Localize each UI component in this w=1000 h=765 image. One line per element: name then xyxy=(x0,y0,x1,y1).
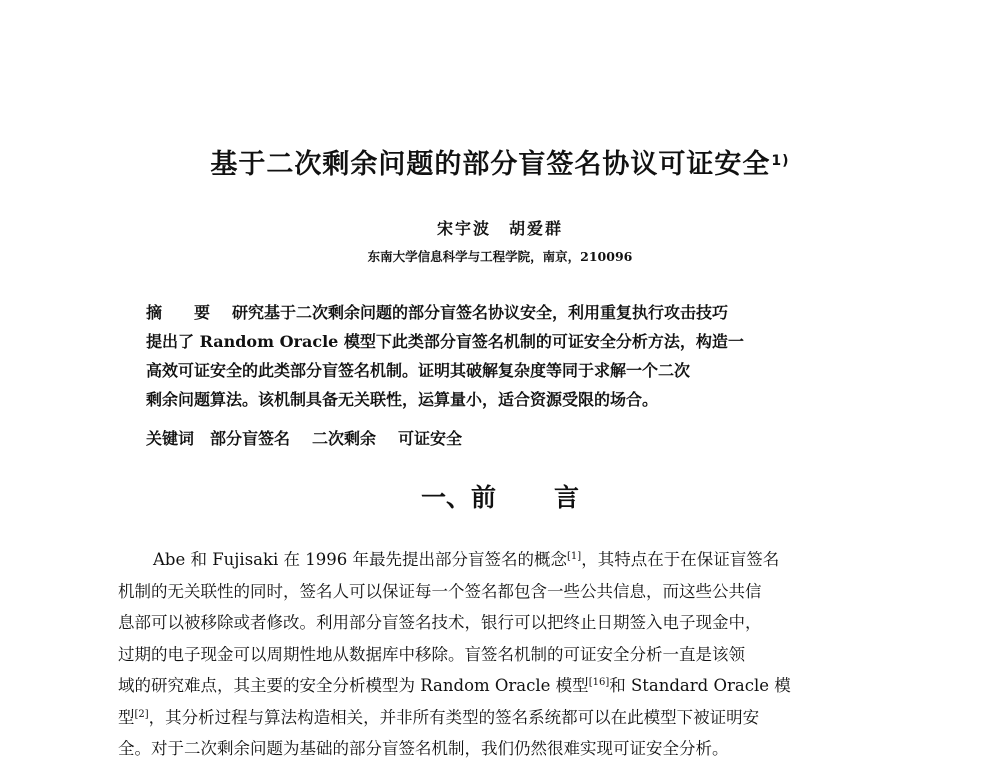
section-heading xyxy=(0,480,1000,516)
abstract-text: 研究基于二次剩余问题的部分盲签名协议安全，利用重复执行攻击技巧 xyxy=(232,303,729,322)
author-list xyxy=(0,218,1000,240)
author-name: 胡爱群 xyxy=(509,219,564,238)
title-footnote-mark: 1) xyxy=(771,153,790,169)
body-text: 和 Standard Oracle 模 xyxy=(609,676,791,695)
abstract-line: 剩余问题算法。该机制具备无关联性，运算量小，适合资源受限的场合。 xyxy=(146,390,659,409)
body-text: ，其分析过程与算法构造相关，并非所有类型的签名系统都可以在此模型下被证明安 xyxy=(148,707,760,727)
section-heading-rest: 言 xyxy=(554,483,580,512)
body-line: 息部可以被移除或者修改。利用部分盲签名技术，银行可以把终止日期签入电子现金中， xyxy=(118,613,762,632)
body-paragraph xyxy=(118,544,883,765)
abstract xyxy=(146,298,851,414)
body-line: 机制的无关联性的同时，签名人可以保证每一个签名都包含一些公共信息，而这些公共信 xyxy=(118,581,762,601)
keyword: 可证安全 xyxy=(398,429,463,448)
body-text: ，其特点在于在保证盲签名 xyxy=(581,550,780,569)
paper-title xyxy=(0,145,1000,185)
abstract-line xyxy=(146,298,851,327)
keywords-label: 关键词 xyxy=(146,429,195,448)
keyword: 部分盲签名 xyxy=(210,429,291,448)
citation-ref: [2] xyxy=(134,708,149,720)
author-name: 宋宇波 xyxy=(436,219,491,238)
keyword: 二次剩余 xyxy=(312,429,377,448)
citation-ref: [16] xyxy=(588,677,610,688)
body-line xyxy=(118,670,883,702)
body-line xyxy=(118,544,883,576)
abstract-line: 高效可证安全的此类部分盲签名机制。证明其破解复杂度等同于求解一个二次 xyxy=(146,361,691,380)
author-affiliation: 东南大学信息科学与工程学院，南京，210096 xyxy=(367,249,633,264)
body-line xyxy=(118,702,883,734)
abstract-line: 提出了 Random Oracle 模型下此类部分盲签名机制的可证安全分析方法，构造一 xyxy=(146,332,744,351)
body-text: 型 xyxy=(118,707,135,727)
paper-title-text: 基于二次剩余问题的部分盲签名协议可证安全 xyxy=(210,149,771,180)
abstract-label: 摘 要 xyxy=(146,303,219,322)
body-text: 域的研究难点，其主要的安全分析模型为 Random Oracle 模型 xyxy=(118,676,589,695)
citation-ref: [1] xyxy=(567,551,582,562)
body-line: 过期的电子现金可以周期性地从数据库中移除。盲签名机制的可证安全分析一直是该领 xyxy=(118,644,745,664)
body-text: Abe 和 Fujisaki 在 1996 年最先提出部分盲签名的概念 xyxy=(153,550,568,569)
keywords xyxy=(146,424,484,453)
section-heading-number: 一、前 xyxy=(420,483,496,512)
body-line: 全。对于二次剩余问题为基础的部分盲签名机制，我们仍然很难实现可证安全分析。 xyxy=(118,739,729,758)
